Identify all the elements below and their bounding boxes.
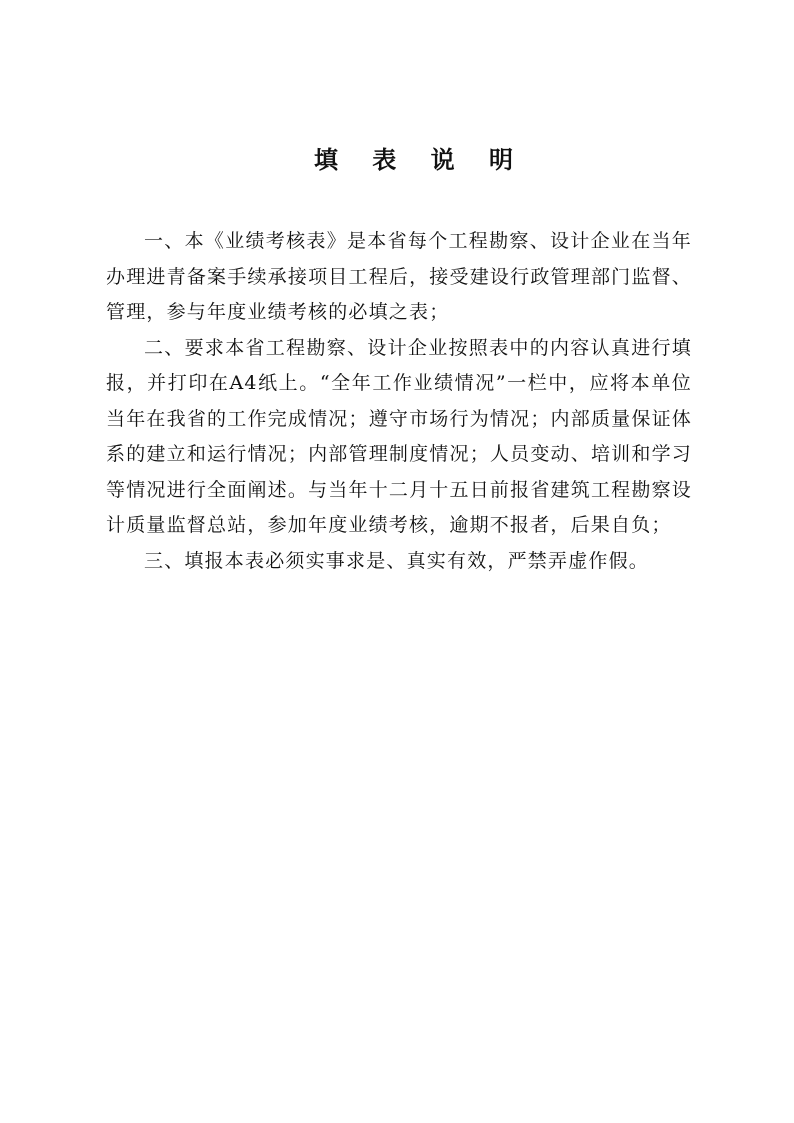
instruction-paragraph-3: 三、填报本表必须实事求是、真实有效，严禁弄虚作假。	[144, 549, 650, 572]
instruction-paragraph-2: 二、要求本省工程勘察、设计企业按照表中的内容认真进行填报，并打印在A4纸上。“全年工作业绩情况”一栏中，应将本单位当年在我省的工作完成情况；遵守市场行为情况；内部质量保证体系的建立和运行情况；内部管理制度情况；人员变动、培训和学习等情况进行全面阐述。与当年十二月十五日前报省建筑工程勘察设计质量监督总站，参加年度业绩考核，逾期不报者，后果自负；	[106, 336, 692, 536]
page-title: 填 表 说 明	[313, 145, 527, 174]
instruction-paragraph-1: 一、本《业绩考核表》是本省每个工程勘察、设计企业在当年办理进青备案手续承接项目工程后，接受建设行政管理部门监督、管理，参与年度业绩考核的必填之表；	[106, 230, 692, 323]
instructions-body	[106, 224, 692, 579]
